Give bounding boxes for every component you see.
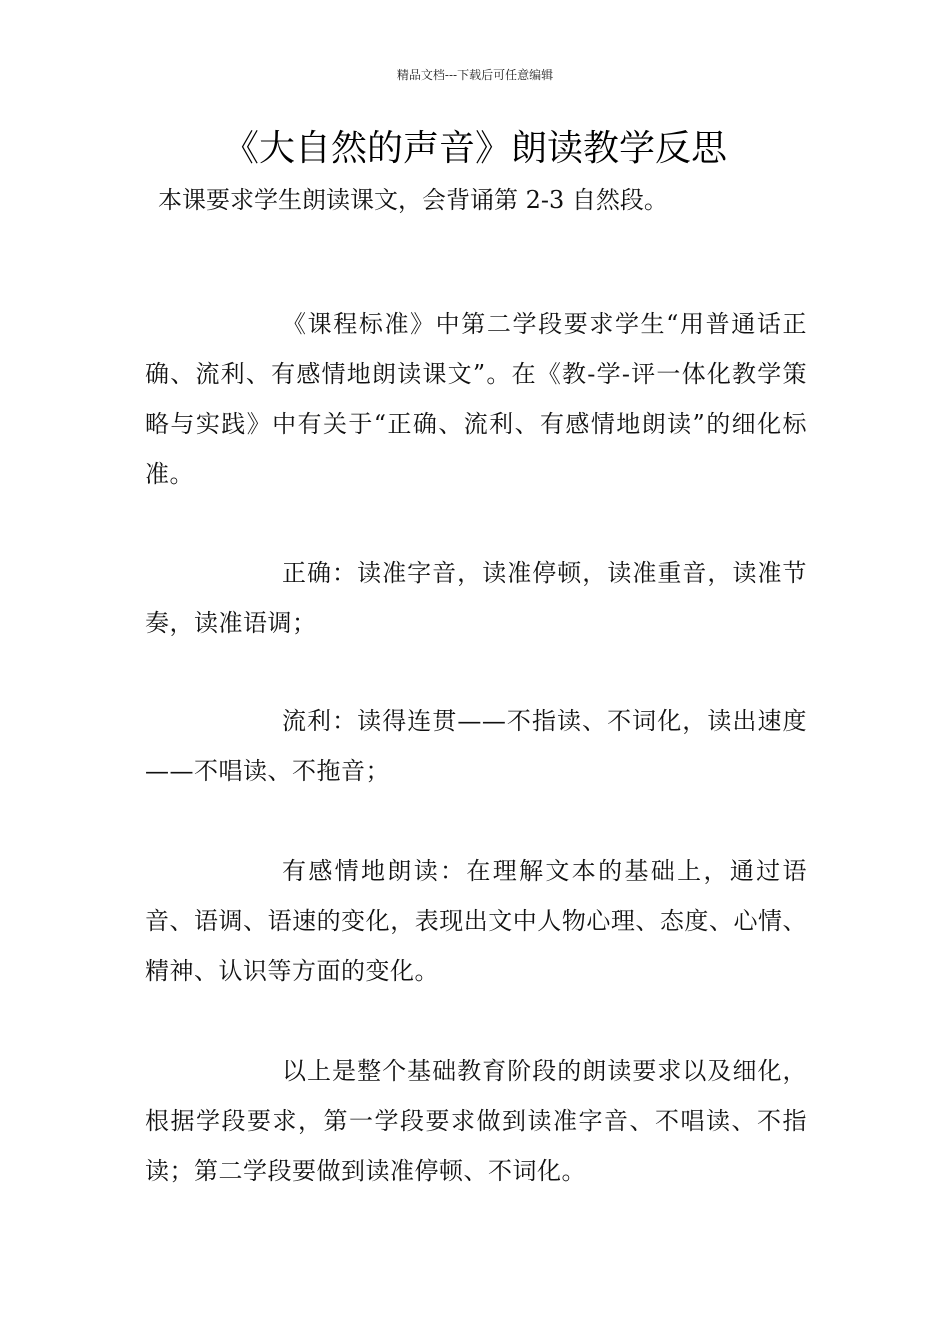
paragraph-correct: 正确：读准字音，读准停顿，读准重音，读准节奏，读准语调； xyxy=(145,559,807,637)
document-title: 《大自然的声音》朗读教学反思 xyxy=(222,128,727,169)
intro-paragraph: 本课要求学生朗读课文，会背诵第 2-3 自然段。 xyxy=(158,186,668,214)
paragraph-summary: 以上是整个基础教育阶段的朗读要求以及细化，根据学段要求，第一学段要求做到读准字音、不唱读、不指读；第二学段要做到读准停顿、不词化。 xyxy=(145,1057,807,1185)
paragraph-emotional-reading: 有感情地朗读：在理解文本的基础上，通过语音、语调、语速的变化，表现出文中人物心理、态度、心情、精神、认识等方面的变化。 xyxy=(145,857,807,985)
header-note: 精品文档---下载后可任意编辑 xyxy=(396,68,554,82)
paragraph-fluent: 流利：读得连贯——不指读、不词化，读出速度——不唱读、不拖音； xyxy=(145,707,807,785)
paragraph-curriculum-standard: 《课程标准》中第二学段要求学生“用普通话正确、流利、有感情地朗读课文”。在《教-学-评一体化教学策略与实践》中有关于“正确、流利、有感情地朗读”的细化标准。 xyxy=(145,310,807,488)
